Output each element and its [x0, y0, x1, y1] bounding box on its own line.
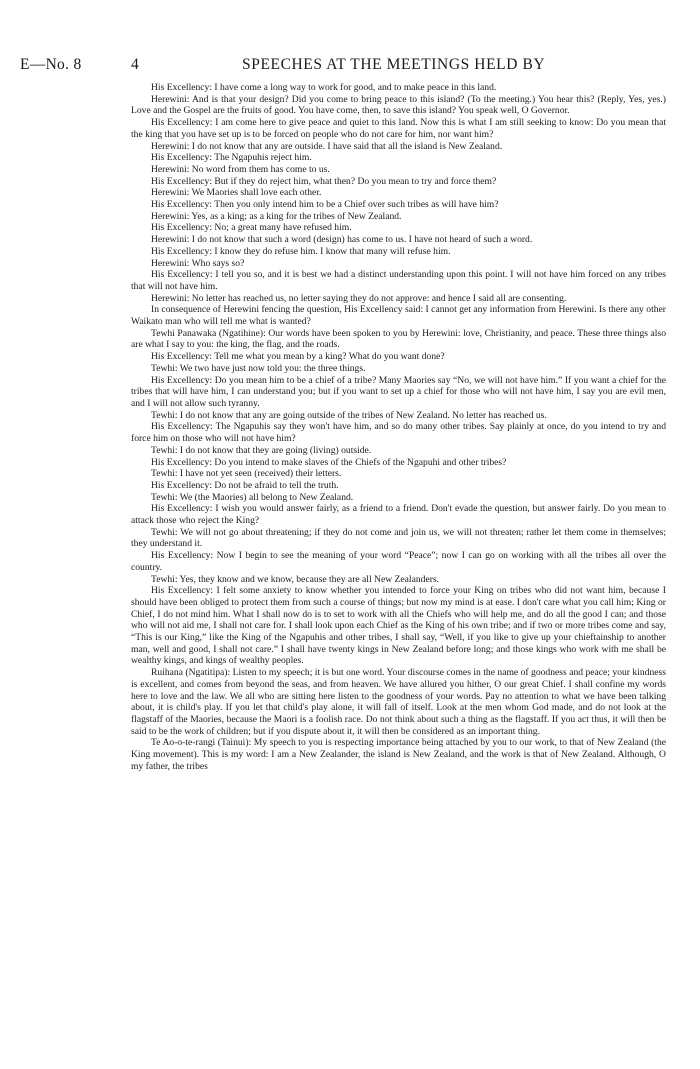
paragraph: Herewini: And is that your design? Did you come to bring peace to this island? (To the meeting.) You hear this? (Reply, Yes, yes.) Love and the Gospel are the fruits of good. You have come, then, to save this island? You speak well, O Governor.	[131, 93, 666, 117]
paragraph: Tewhi: We two have just now told you: the three things.	[151, 362, 366, 374]
paragraph: Tewhi: I do not know that they are going (living) outside.	[151, 444, 372, 456]
paragraph: His Excellency: Do you mean him to be a chief of a tribe? Many Maories say “No, we will not have him.” If you want a chief for the tribes that will have him, I can understand you; but if you want to set up a chief for those who will not have him, I say you are evil men, and I will not allow such tyranny.	[131, 374, 666, 409]
paragraph: Herewini: We Maories shall love each other.	[151, 187, 322, 199]
document-reference: E—No. 8	[20, 56, 82, 73]
paragraph: Tewhi: I have not yet seen (received) their letters.	[151, 468, 342, 480]
paragraph: His Excellency: I tell you so, and it is best we had a distinct understanding upon this point. I will not have him forced on any tribes that will not have him.	[131, 269, 666, 292]
paragraph: Tewhi: We (the Maories) all belong to New Zealand.	[151, 491, 354, 503]
page-number: 4	[131, 56, 139, 73]
running-title: SPEECHES AT THE MEETINGS HELD BY	[242, 56, 546, 73]
paragraph: His Excellency: No; a great many have refused him.	[151, 222, 352, 234]
paragraph: Herewini: Who says so?	[151, 257, 245, 269]
paragraph: Herewini: Yes, as a king; as a king for the tribes of New Zealand.	[151, 210, 402, 222]
paragraph: His Excellency: I felt some anxiety to know whether you intended to force your King on tribes who did not want him, because I should have been obliged to protect them from such a course of things; but now my mind is at ease. I don't care what you call him; King or Chief, I do not mind him. What I shall now do is to set to work with all the Chiefs who will help me, and do all the good I can; and those who will not aid me, I shall not care for. I shall look upon each Chief as the King of his own tribe; and if two or more tribes come and say, “This is our King,” like the King of the Ngapuhis and other tribes, I shall say, “Well, if you like to give up your chieftainship to another man, well and good, I shall not care.” I shall have twenty kings in New Zealand before long; and those kings who work with me shall be wealthy kings, and kings of wealthy peoples.	[131, 585, 666, 667]
paragraph: His Excellency: The Ngapuhis reject him.	[151, 152, 312, 164]
paragraph: Herewini: I do not know that such a word (design) has come to us. I have not heard of such a word.	[151, 234, 533, 246]
paragraph: His Excellency: I know they do refuse him. I know that many will refuse him.	[151, 245, 451, 257]
paragraph: Herewini: I do not know that any are outside. I have said that all the island is New Zealand.	[151, 140, 503, 152]
paragraph: His Excellency: Now I begin to see the meaning of your word “Peace”; now I can go on working with all the tribes all over the country.	[131, 550, 666, 573]
paragraph: Tewhi: Yes, they know and we know, because they are all New Zealanders.	[151, 573, 440, 585]
paragraph: Tewhi: I do not know that any are going outside of the tribes of New Zealand. No letter has reached us.	[151, 409, 547, 421]
paragraph: His Excellency: I have come a long way to work for good, and to make peace in this land.	[151, 82, 497, 93]
paragraph: Tewhi: We will not go about threatening; if they do not come and join us, we will not threaten; rather let them come in themselves; they understand it.	[131, 526, 666, 550]
paragraph: His Excellency: Then you only intend him to be a Chief over such tribes as will have him?	[151, 199, 499, 211]
paragraph: His Excellency: I am come here to give peace and quiet to this land. Now this is what I am still seeking to know: Do you mean that the king that you have set up is to be forced on people who do not care for him, nor want him?	[131, 117, 666, 140]
paragraph: Herewini: No letter has reached us, no letter saying they do not approve: and hence I said all are consenting.	[151, 292, 567, 304]
paragraph: Herewini: No word from them has come to us.	[151, 163, 330, 175]
paragraph: His Excellency: Do you intend to make slaves of the Chiefs of the Ngapuhi and other tribes?	[151, 456, 507, 468]
paragraph: In consequence of Herewini fencing the question, His Excellency said: I cannot get any information from Herewini. Is there any other Waikato man who will tell me what is wanted?	[131, 304, 666, 328]
speech-transcript	[131, 82, 666, 772]
paragraph: His Excellency: But if they do reject him, what then? Do you mean to try and force them?	[151, 175, 497, 187]
paragraph: Tewhi Panawaka (Ngatihine): Our words have been spoken to you by Herewini: love, Christianity, and peace. These three things also are what I say to you: the king, the flag, and the roads.	[131, 327, 666, 351]
page-header	[20, 56, 680, 76]
paragraph: His Excellency: I wish you would answer fairly, as a friend to a friend. Don't evade the question, but answer fairly. Do you mean to attack those who reject the King?	[131, 503, 666, 527]
paragraph: His Excellency: Tell me what you mean by a king? What do you want done?	[151, 351, 445, 363]
paragraph: His Excellency: The Ngapuhis say they won't have him, and so do many other tribes. Say plainly at once, do you intend to try and force him on those who will not have him?	[131, 421, 666, 445]
paragraph: Ruihana (Ngatitipa): Listen to my speech; it is but one word. Your discourse comes in the name of goodness and peace; your kindness is excellent, and comes from beyond the seas, and from heaven. We have allured you hither, O our great Chief. I shall confine my words here to love and the law. We all who are sitting here listen to the goodness of your words. Pay no attention to what we have been talking about, it is child's play. If you let that child's play alone, it will fall of itself. Look at the men whom God made, and do not look at the flagstaff of the Maories, because the Maori is a foolish race. Do not think about such a thing as the flagstaff. If you act thus, it will then be said to be the work of children; but if you dispute about it, it will then be considered as an important thing.	[131, 667, 666, 737]
paragraph: Te Ao-o-te-rangi (Tainui): My speech to you is respecting importance being attached by you to our work, to that of New Zealand (the King movement). This is my word: I am a New Zealander, the island is New Zealand, and the work is that of New Zealand. Although, O my father, the tribes	[131, 737, 666, 772]
paragraph: His Excellency: Do not be afraid to tell the truth.	[151, 479, 339, 491]
